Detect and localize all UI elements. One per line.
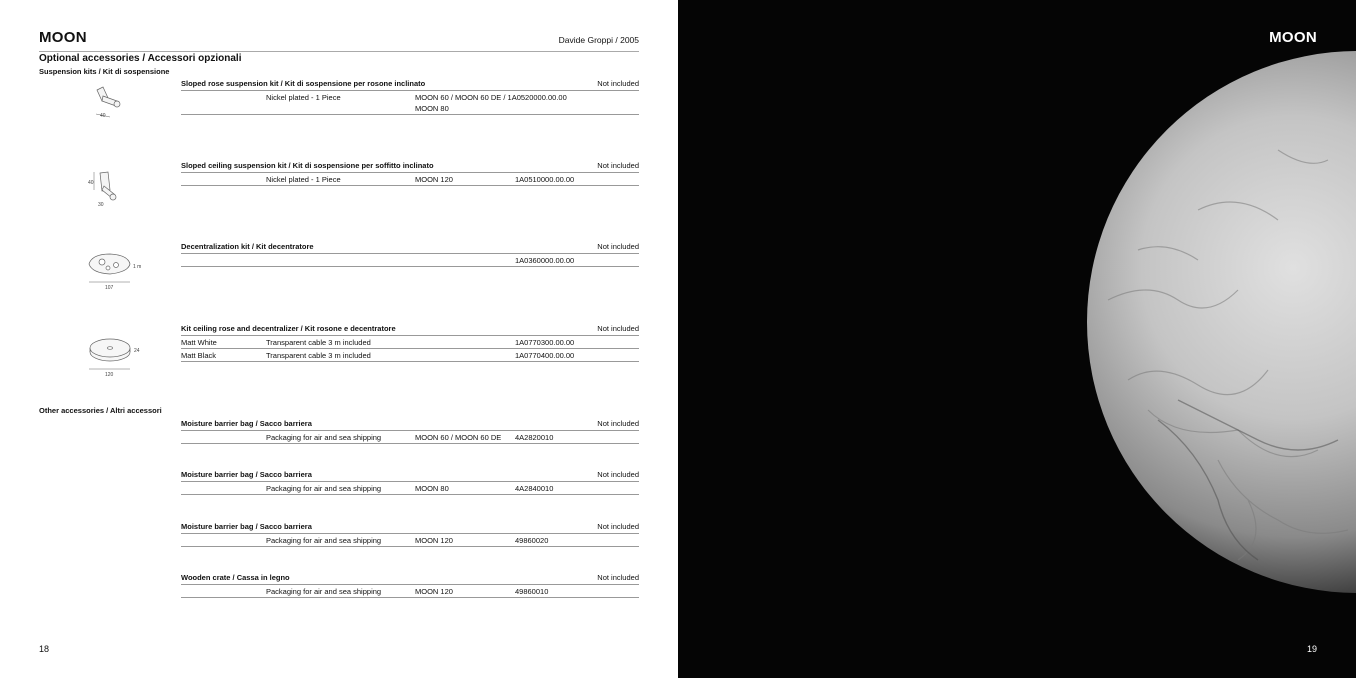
table-row xyxy=(181,173,639,186)
row-model-line2: MOON 80 xyxy=(415,104,449,113)
page-number: 18 xyxy=(39,644,50,654)
dimension-label: 1 m xyxy=(133,264,142,270)
row-description: Packaging for air and sea shipping xyxy=(266,484,382,493)
accessory-block xyxy=(181,521,639,547)
sloped-ceiling-kit-drawing xyxy=(86,168,128,210)
dimension-label: 30 xyxy=(98,202,104,208)
accessory-block xyxy=(181,572,639,598)
row-code: 4A2840010 xyxy=(515,484,554,493)
right-page xyxy=(678,0,1356,678)
sloped-rose-kit-drawing xyxy=(88,84,128,122)
row-description: Packaging for air and sea shipping xyxy=(266,536,382,545)
row-code: 1A0770300.00.00 xyxy=(515,338,575,347)
included-status: Not included xyxy=(597,419,639,428)
row-model: MOON 120 xyxy=(415,536,453,545)
row-model: MOON 120 xyxy=(415,587,453,596)
accessory-block xyxy=(181,323,639,362)
row-description: Packaging for air and sea shipping xyxy=(266,587,382,596)
accessory-title: Moisture barrier bag / Sacco barriera xyxy=(181,470,312,479)
row-color: Matt White xyxy=(181,338,217,347)
accessory-block xyxy=(181,241,639,267)
row-description: Transparent cable 3 m included xyxy=(266,351,371,360)
included-status: Not included xyxy=(597,79,639,88)
table-row xyxy=(181,431,639,444)
accessory-block xyxy=(181,160,639,186)
decentralizer-drawing xyxy=(84,248,146,292)
accessory-title: Sloped rose suspension kit / Kit di sospensione per rosone inclinato xyxy=(181,79,426,88)
accessory-title: Sloped ceiling suspension kit / Kit di sospensione per soffitto inclinato xyxy=(181,161,434,170)
accessory-title: Wooden crate / Cassa in legno xyxy=(181,573,290,582)
row-description: Packaging for air and sea shipping xyxy=(266,433,382,442)
accessory-title: Decentralization kit / Kit decentratore xyxy=(181,242,314,251)
brand-title: MOON xyxy=(39,29,87,46)
table-row xyxy=(181,254,639,267)
table-row xyxy=(181,585,639,598)
dimension-label: 24 xyxy=(134,348,140,354)
brand-title-right: MOON xyxy=(1269,29,1317,46)
header-divider xyxy=(39,51,639,52)
included-status: Not included xyxy=(597,161,639,170)
row-model: MOON 60 / MOON 60 DE xyxy=(415,433,502,442)
row-code: 4A2820010 xyxy=(515,433,554,442)
accessory-title: Kit ceiling rose and decentralizer / Kit rosone e decentratore xyxy=(181,324,396,333)
row-description: Nickel plated - 1 Piece xyxy=(266,93,341,102)
row-description: Nickel plated - 1 Piece xyxy=(266,175,341,184)
moon-lamp-photo xyxy=(678,0,1356,678)
row-description: Transparent cable 3 m included xyxy=(266,338,371,347)
included-status: Not included xyxy=(597,522,639,531)
row-model: MOON 60 / MOON 60 DE / 1A0520000.00.00 xyxy=(415,93,567,102)
table-row xyxy=(181,336,639,349)
table-row xyxy=(181,534,639,547)
included-status: Not included xyxy=(597,242,639,251)
dimension-label: 120 xyxy=(105,372,114,378)
table-row xyxy=(181,482,639,495)
row-code: 49860020 xyxy=(515,536,549,545)
dimension-label: 40 xyxy=(100,113,106,119)
section-title: Optional accessories / Accessori opzionali xyxy=(39,53,242,64)
included-status: Not included xyxy=(597,470,639,479)
row-code: 1A0360000.00.00 xyxy=(515,256,575,265)
accessory-title: Moisture barrier bag / Sacco barriera xyxy=(181,419,312,428)
table-row xyxy=(181,349,639,362)
accessory-block xyxy=(181,469,639,495)
accessory-block xyxy=(181,418,639,444)
row-model: MOON 80 xyxy=(415,484,449,493)
table-row xyxy=(181,91,639,115)
row-code: 1A0770400.00.00 xyxy=(515,351,575,360)
row-model: MOON 120 xyxy=(415,175,453,184)
suspension-subtitle: Suspension kits / Kit di sospensione xyxy=(39,67,170,76)
row-code: 49860010 xyxy=(515,587,549,596)
ceiling-rose-drawing xyxy=(84,330,146,378)
row-color: Matt Black xyxy=(181,351,217,360)
row-code: 1A0510000.00.00 xyxy=(515,175,575,184)
other-subtitle: Other accessories / Altri accessori xyxy=(39,406,162,415)
included-status: Not included xyxy=(597,324,639,333)
dimension-label: 107 xyxy=(105,285,114,291)
included-status: Not included xyxy=(597,573,639,582)
accessory-block xyxy=(181,78,639,115)
designer-credit: Davide Groppi / 2005 xyxy=(558,35,639,45)
dimension-label: 40 xyxy=(88,180,94,186)
accessory-title: Moisture barrier bag / Sacco barriera xyxy=(181,522,312,531)
page-number: 19 xyxy=(1306,644,1317,654)
